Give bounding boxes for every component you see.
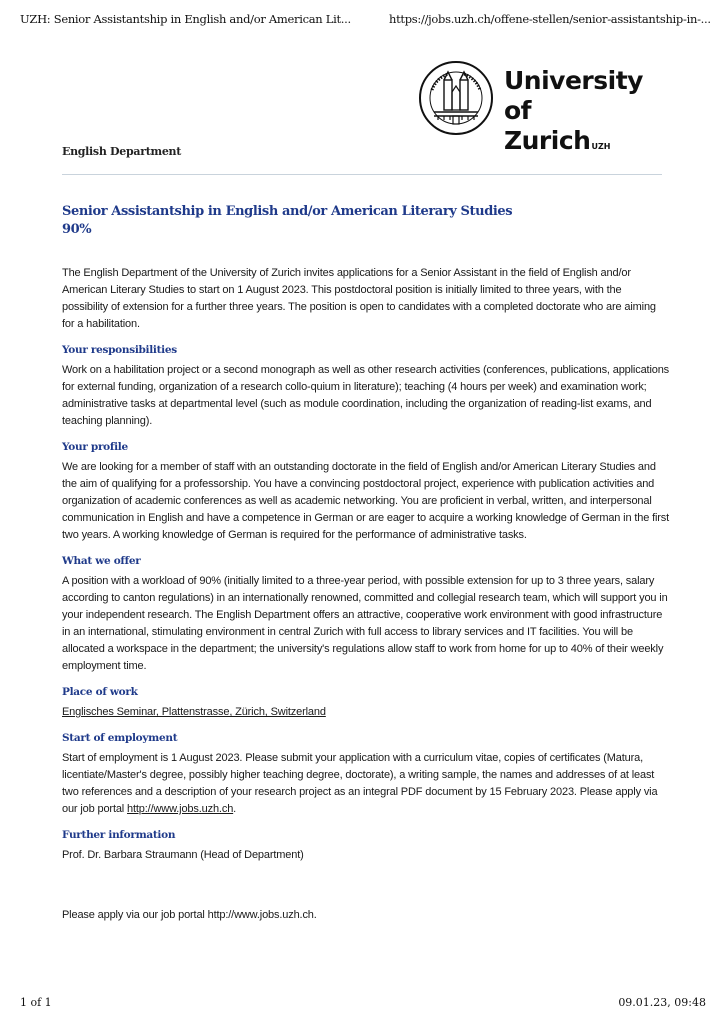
header-divider xyxy=(62,174,662,175)
place-of-work-link[interactable]: Englisches Seminar, Plattenstrasse, Zürich, Switzerland xyxy=(62,706,326,718)
responsibilities-text: Work on a habilitation project or a second monograph as well as other research activities (conferences, publications, applications for external funding, organization of a research collo-quium in literature); teaching (4 hours per week) and examination work; administrative tasks at departmental level (such as module coordination, including the organization of reading-list exams, and teaching planning). xyxy=(62,364,670,427)
start-text: Start of employment is 1 August 2023. Please submit your application with a curriculum vitae, copies of certificates (Matura, licentiate/Master's degree, possibly higher teaching degree, doctorate), a writing sample, the names and addresses of at least two references and a description of your research project as an integral PDF document by 15 February 2023. Please apply via our job portal xyxy=(62,752,658,815)
profile-text: We are looking for a member of staff with an outstanding doctorate in the field of English and/or American Literary Studies and the aim of qualifying for a professorship. You have a convincing postdoctoral project, experience with publication activities and organization of academic conferences as well as academic networking. You are proficient in verbal, written, and interpersonal communication in English and have a competence in German or are eager to acquire a working knowledge of German in the first two years. A working knowledge of German is required for the performance of administrative tasks. xyxy=(62,461,670,541)
profile-heading: Your profile xyxy=(62,441,128,453)
print-datetime: 09.01.23, 09:48 xyxy=(618,996,706,1009)
print-header xyxy=(20,12,711,28)
print-footer xyxy=(20,996,706,1012)
print-page-url: https://jobs.uzh.ch/offene-stellen/senior-assistantship-in-... xyxy=(389,12,711,26)
place-heading: Place of work xyxy=(62,686,138,698)
start-paragraph xyxy=(62,750,670,818)
university-seal-icon xyxy=(418,60,494,136)
apply-note: Please apply via our job portal http://www.jobs.uzh.ch. xyxy=(62,909,317,921)
logo-line2: Zurich xyxy=(504,126,591,155)
department-name: English Department xyxy=(62,145,182,158)
uzh-logo xyxy=(418,60,658,155)
logo-wordmark xyxy=(504,66,658,156)
print-page-title: UZH: Senior Assistantship in English and/or American Lit... xyxy=(20,12,351,26)
further-text: Prof. Dr. Barbara Straumann (Head of Department) xyxy=(62,849,304,861)
responsibilities-heading: Your responsibilities xyxy=(62,344,177,356)
job-workload: 90% xyxy=(62,222,92,237)
page-number: 1 of 1 xyxy=(20,996,52,1009)
start-end: . xyxy=(233,803,237,815)
job-title: Senior Assistantship in English and/or American Literary Studies xyxy=(62,204,513,219)
intro-paragraph: The English Department of the University of Zurich invites applications for a Senior Assistant in the field of English and/or American Literary Studies to start on 1 August 2023. This postdoctoral position is initially limited to three years, with the possibility of extension for a further three years. The position is open to candidates with a completed doctorate who are aiming for a habilitation. xyxy=(62,267,656,330)
job-content xyxy=(62,265,670,864)
offer-heading: What we offer xyxy=(62,555,141,567)
logo-superscript: UZH xyxy=(591,142,611,151)
logo-line1: University of xyxy=(504,66,643,125)
job-portal-link[interactable]: http://www.jobs.uzh.ch xyxy=(127,803,234,815)
start-heading: Start of employment xyxy=(62,732,178,744)
further-heading: Further information xyxy=(62,829,176,841)
offer-text: A position with a workload of 90% (initially limited to a three-year period, with possible extension for up to 3 three years, salary according to canton regulations) in an internationally renowned, committed and collegial research team, which will support you in your independent research. The English Department offers an attractive, cooperative work environment with good infrastructure in an international, stimulating environment in central Zurich with full access to library services and IT facilities. You will be allocated a workspace in the department; the university's regulations allow staff to work from home for up to 40% of their weekly employment time. xyxy=(62,575,668,672)
job-title-block xyxy=(62,203,512,239)
